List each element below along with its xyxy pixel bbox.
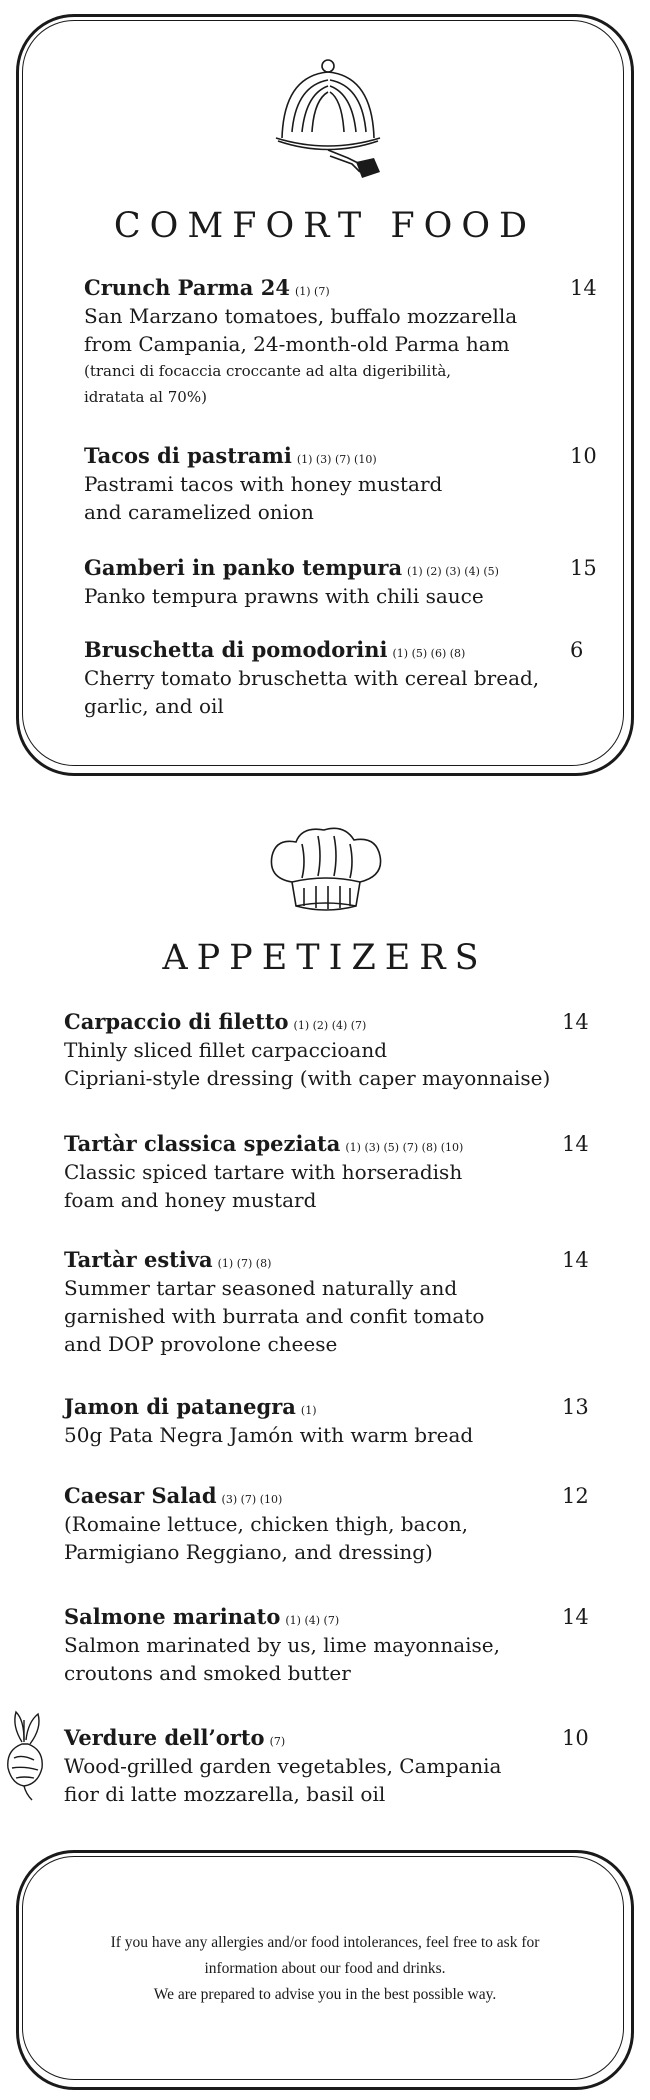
item-name: Carpaccio di filetto [64,1009,289,1034]
item-description: from Campania, 24-month-old Parma ham [84,332,510,356]
item-price: 14 [562,1248,589,1272]
item-name: Verdure dell’orto [64,1725,265,1750]
allergy-notice-line: information about our food and drinks. [204,1960,446,1977]
item-description: Summer tartar seasoned naturally and [64,1276,458,1300]
item-description: and DOP provolone cheese [64,1332,338,1356]
item-allergens: (1) (7) [294,285,330,298]
item-heading [64,1130,594,1158]
item-heading [84,636,594,664]
item-description: Thinly sliced fillet carpaccioand [64,1038,388,1062]
menu-item-carpaccio-di-filetto [64,1008,594,1092]
item-description: Parmigiano Reggiano, and dressing) [64,1540,433,1564]
item-price: 10 [562,1726,589,1750]
item-price: 13 [562,1395,589,1419]
item-name: Bruschetta di pomodorini [84,637,388,662]
item-name: Tartàr classica speziata [64,1131,341,1156]
section-title-comfort-food: COMFORT FOOD [113,206,537,246]
item-heading [64,1393,594,1421]
item-heading [64,1246,594,1274]
menu-item-crunch-parma [84,274,597,410]
item-description: 50g Pata Negra Jamón with warm bread [64,1423,474,1447]
item-price: 6 [570,638,584,662]
item-heading [84,442,594,470]
item-description: Panko tempura prawns with chili sauce [84,584,484,608]
item-name: Tacos di pastrami [84,443,292,468]
item-description: (Romaine lettuce, chicken thigh, bacon, [64,1512,468,1536]
item-allergens: (1) (3) (5) (7) (8) (10) [345,1141,464,1154]
cloche-icon [268,46,398,186]
item-heading [64,1724,594,1752]
item-description: foam and honey mustard [64,1188,317,1212]
item-name: Salmone marinato [64,1604,281,1629]
item-name: Jamon di patanegra [64,1394,296,1419]
section-title-appetizers: APPETIZERS [162,938,488,978]
item-allergens: (1) (2) (3) (4) (5) [407,565,499,578]
menu-item-tartar-classica-speziata [64,1130,594,1214]
item-heading [84,274,594,302]
item-allergens: (1) [300,1404,317,1417]
item-name: Tartàr estiva [64,1247,213,1272]
item-allergens: (1) (4) (7) [285,1614,340,1627]
item-allergens: (1) (7) (8) [217,1257,272,1270]
menu-item-tartar-estiva [64,1246,594,1358]
menu-item-bruschetta-di-pomodorini [84,636,594,720]
item-allergens: (7) [269,1735,286,1748]
item-note: idratata al 70%) [84,388,207,406]
allergy-notice-line: We are prepared to advise you in the best possible way. [153,1986,497,2003]
item-description: and caramelized onion [84,500,314,524]
item-price: 12 [562,1484,589,1508]
item-allergens: (1) (3) (7) (10) [296,453,377,466]
item-name: Gamberi in panko tempura [84,555,403,580]
item-price: 14 [562,1132,589,1156]
item-description: Classic spiced tartare with horseradish [64,1160,463,1184]
item-price: 15 [570,556,597,580]
menu-item-jamon-di-patanegra [64,1393,594,1449]
item-note: (tranci di focaccia croccante ad alta digeribilità, [84,362,452,380]
item-allergens: (1) (5) (6) (8) [392,647,466,660]
menu-item-salmone-marinato [64,1603,594,1687]
item-name: Caesar Salad [64,1483,217,1508]
item-price: 14 [562,1010,589,1034]
chef-hat-icon [262,822,390,916]
item-price: 10 [570,444,597,468]
item-heading [64,1482,594,1510]
menu-item-verdure-dell-orto [64,1724,594,1808]
allergy-notice [60,1930,590,2008]
item-description: garlic, and oil [84,694,224,718]
menu-item-caesar-salad [64,1482,594,1566]
item-description: fior di latte mozzarella, basil oil [64,1782,386,1806]
item-description: croutons and smoked butter [64,1661,351,1685]
item-heading [64,1603,594,1631]
item-price: 14 [570,276,597,300]
item-description: Salmon marinated by us, lime mayonnaise, [64,1633,500,1657]
menu-item-gamberi-in-panko-tempura [84,554,597,610]
item-heading [64,1008,594,1036]
item-description: Cherry tomato bruschetta with cereal bread, [84,666,540,690]
item-heading [84,554,594,582]
item-description: Cipriani-style dressing (with caper mayonnaise) [64,1066,551,1090]
beetroot-icon [0,1706,50,1802]
item-description: Wood-grilled garden vegetables, Campania [64,1754,502,1778]
item-allergens: (1) (2) (4) (7) [293,1019,367,1032]
allergy-notice-line: If you have any allergies and/or food intolerances, feel free to ask for [110,1934,540,1951]
item-description: Pastrami tacos with honey mustard [84,472,443,496]
item-description: San Marzano tomatoes, buffalo mozzarella [84,304,518,328]
item-description: garnished with burrata and confit tomato [64,1304,485,1328]
item-name: Crunch Parma 24 [84,275,290,300]
menu-item-tacos-di-pastrami [84,442,597,526]
item-price: 14 [562,1605,589,1629]
item-allergens: (3) (7) (10) [221,1493,283,1506]
